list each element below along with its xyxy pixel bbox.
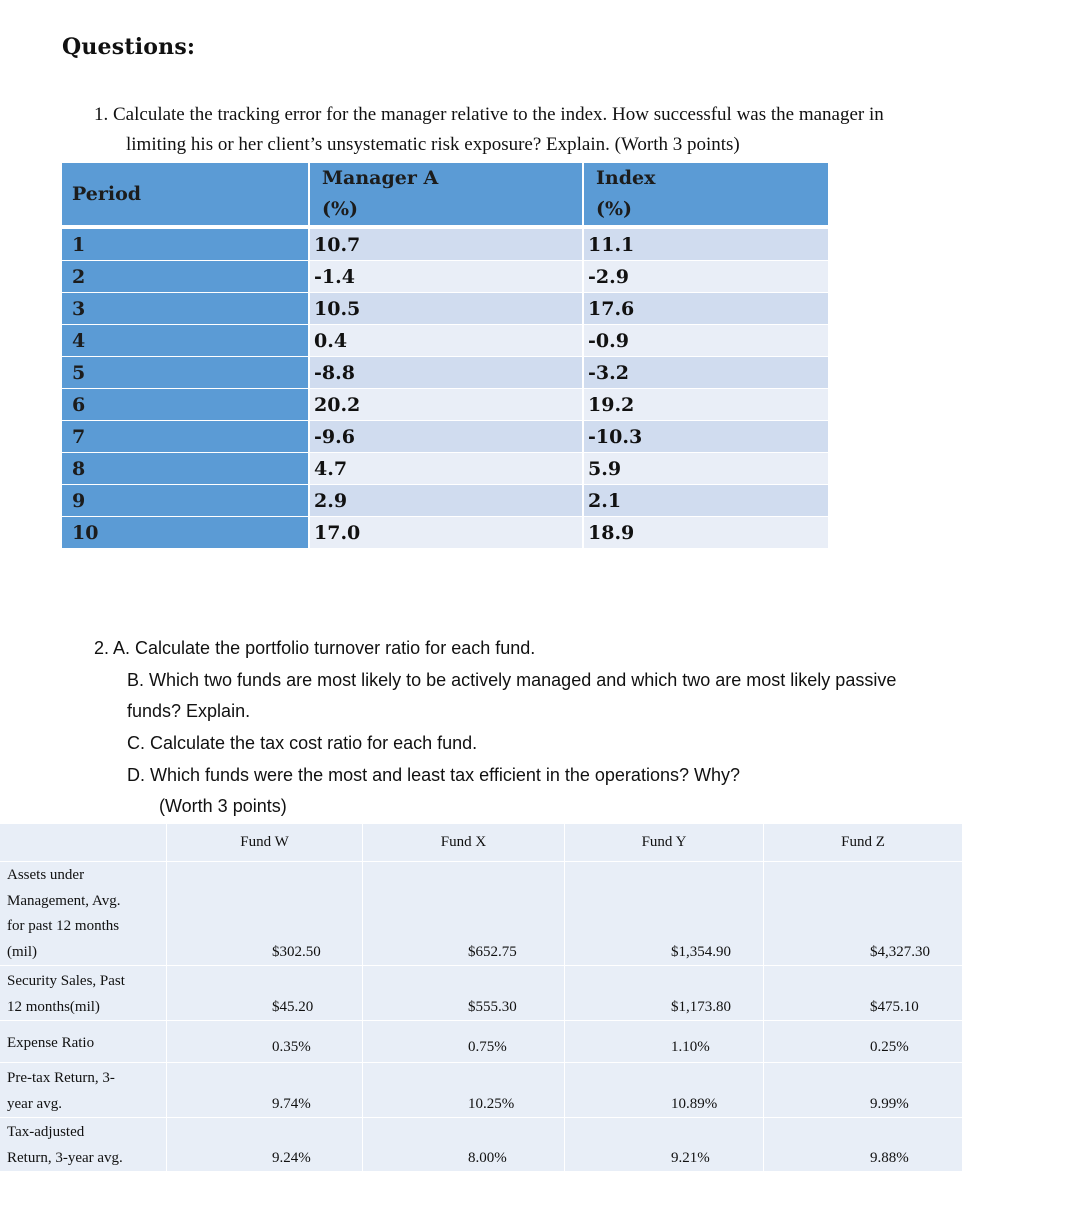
cell-fund-w: 9.24% xyxy=(166,1118,362,1172)
period-cell: 1 xyxy=(62,229,308,261)
header-empty xyxy=(0,824,166,862)
header-manager-a xyxy=(308,163,582,225)
index-cell: 11.1 xyxy=(582,229,828,261)
question-2-part-c: C. Calculate the tax cost ratio for each fund. xyxy=(127,733,478,753)
table-row xyxy=(62,485,828,517)
table-row xyxy=(62,357,828,389)
period-cell: 9 xyxy=(62,485,308,517)
manager-cell: -1.4 xyxy=(308,261,582,293)
row-label-assets xyxy=(0,862,166,966)
period-cell: 2 xyxy=(62,261,308,293)
period-cell: 8 xyxy=(62,453,308,485)
row-label-line: for past 12 months xyxy=(7,918,120,934)
cell-fund-x: 0.75% xyxy=(362,1021,564,1063)
index-cell: -10.3 xyxy=(582,421,828,453)
returns-table-header xyxy=(62,163,828,225)
returns-table xyxy=(62,163,828,549)
manager-cell: 0.4 xyxy=(308,325,582,357)
funds-table-header xyxy=(0,824,962,862)
cell-fund-w: 9.74% xyxy=(166,1063,362,1118)
question-2-part-b-line-1: B. Which two funds are most likely to be actively managed and which two are most likely passive xyxy=(127,670,897,690)
cell-fund-y: $1,173.80 xyxy=(564,966,763,1021)
header-index-title: Index xyxy=(596,167,656,189)
manager-cell: -8.8 xyxy=(308,357,582,389)
cell-fund-z: 9.99% xyxy=(763,1063,962,1118)
index-cell: 2.1 xyxy=(582,485,828,517)
cell-fund-x: $555.30 xyxy=(362,966,564,1021)
row-label-tax-adjusted-return xyxy=(0,1118,166,1172)
question-2-part-a: 2. A. Calculate the portfolio turnover ratio for each fund. xyxy=(94,638,536,658)
manager-cell: 4.7 xyxy=(308,453,582,485)
cell-fund-z: $475.10 xyxy=(763,966,962,1021)
question-2-part-d: D. Which funds were the most and least tax efficient in the operations? Why? xyxy=(127,765,740,785)
table-row xyxy=(62,389,828,421)
cell-fund-w: $302.50 xyxy=(166,862,362,966)
row-label-expense-ratio xyxy=(0,1021,166,1063)
cell-fund-y: 9.21% xyxy=(564,1118,763,1172)
row-label-line: 12 months(mil) xyxy=(7,998,100,1015)
index-cell: -3.2 xyxy=(582,357,828,389)
table-row xyxy=(62,325,828,357)
table-row xyxy=(62,421,828,453)
row-label-pretax-return xyxy=(0,1063,166,1118)
cell-fund-x: 10.25% xyxy=(362,1063,564,1118)
manager-cell: -9.6 xyxy=(308,421,582,453)
manager-cell: 2.9 xyxy=(308,485,582,517)
cell-fund-y: 10.89% xyxy=(564,1063,763,1118)
cell-fund-x: $652.75 xyxy=(362,862,564,966)
index-cell: 18.9 xyxy=(582,517,828,549)
cell-fund-z: $4,327.30 xyxy=(763,862,962,966)
period-cell: 3 xyxy=(62,293,308,325)
manager-cell: 10.5 xyxy=(308,293,582,325)
period-cell: 7 xyxy=(62,421,308,453)
table-row xyxy=(62,517,828,549)
cell-fund-z: 0.25% xyxy=(763,1021,962,1063)
question-1-line-2: limiting his or her client’s unsystematic risk exposure? Explain. (Worth 3 points) xyxy=(126,134,740,155)
table-row xyxy=(0,862,962,966)
table-row xyxy=(0,1063,962,1118)
header-index xyxy=(582,163,828,225)
index-cell: -2.9 xyxy=(582,261,828,293)
table-row xyxy=(62,293,828,325)
header-manager-a-title: Manager A xyxy=(322,167,439,189)
table-row xyxy=(62,229,828,261)
table-row xyxy=(62,261,828,293)
cell-fund-z: 9.88% xyxy=(763,1118,962,1172)
manager-cell: 20.2 xyxy=(308,389,582,421)
row-label-line: Management, Avg. xyxy=(7,892,121,909)
period-cell: 4 xyxy=(62,325,308,357)
cell-fund-y: 1.10% xyxy=(564,1021,763,1063)
manager-cell: 10.7 xyxy=(308,229,582,261)
row-label-line: Expense Ratio xyxy=(7,1034,95,1051)
header-manager-a-unit: (%) xyxy=(322,198,359,220)
cell-fund-w: 0.35% xyxy=(166,1021,362,1063)
header-fund-z: Fund Z xyxy=(763,824,962,862)
cell-fund-y: $1,354.90 xyxy=(564,862,763,966)
table-row xyxy=(62,453,828,485)
header-period: Period xyxy=(62,163,308,225)
index-cell: 5.9 xyxy=(582,453,828,485)
table-row xyxy=(0,966,962,1021)
header-index-unit: (%) xyxy=(596,198,633,220)
index-cell: -0.9 xyxy=(582,325,828,357)
cell-fund-w: $45.20 xyxy=(166,966,362,1021)
row-label-line: year avg. xyxy=(7,1095,62,1112)
period-cell: 5 xyxy=(62,357,308,389)
index-cell: 19.2 xyxy=(582,389,828,421)
row-label-line: Assets under xyxy=(7,867,85,883)
header-fund-w: Fund W xyxy=(166,824,362,862)
index-cell: 17.6 xyxy=(582,293,828,325)
funds-table xyxy=(0,824,962,1172)
header-fund-x: Fund X xyxy=(362,824,564,862)
row-label-line: Pre-tax Return, 3- xyxy=(7,1070,115,1086)
row-label-line: (mil) xyxy=(7,943,37,960)
period-cell: 10 xyxy=(62,517,308,549)
table-row xyxy=(0,1118,962,1172)
manager-cell: 17.0 xyxy=(308,517,582,549)
question-2-worth: (Worth 3 points) xyxy=(159,796,287,816)
question-2-part-b-line-2: funds? Explain. xyxy=(127,701,251,721)
period-cell: 6 xyxy=(62,389,308,421)
page-heading: Questions: xyxy=(62,34,196,60)
row-label-line: Security Sales, Past xyxy=(7,973,125,989)
table-row xyxy=(0,1021,962,1063)
row-label-line: Tax-adjusted xyxy=(7,1124,85,1140)
question-1-line-1: 1. Calculate the tracking error for the manager relative to the index. How successful was the manager in xyxy=(94,104,884,125)
cell-fund-x: 8.00% xyxy=(362,1118,564,1172)
row-label-security-sales xyxy=(0,966,166,1021)
header-fund-y: Fund Y xyxy=(564,824,763,862)
row-label-line: Return, 3-year avg. xyxy=(7,1149,123,1166)
